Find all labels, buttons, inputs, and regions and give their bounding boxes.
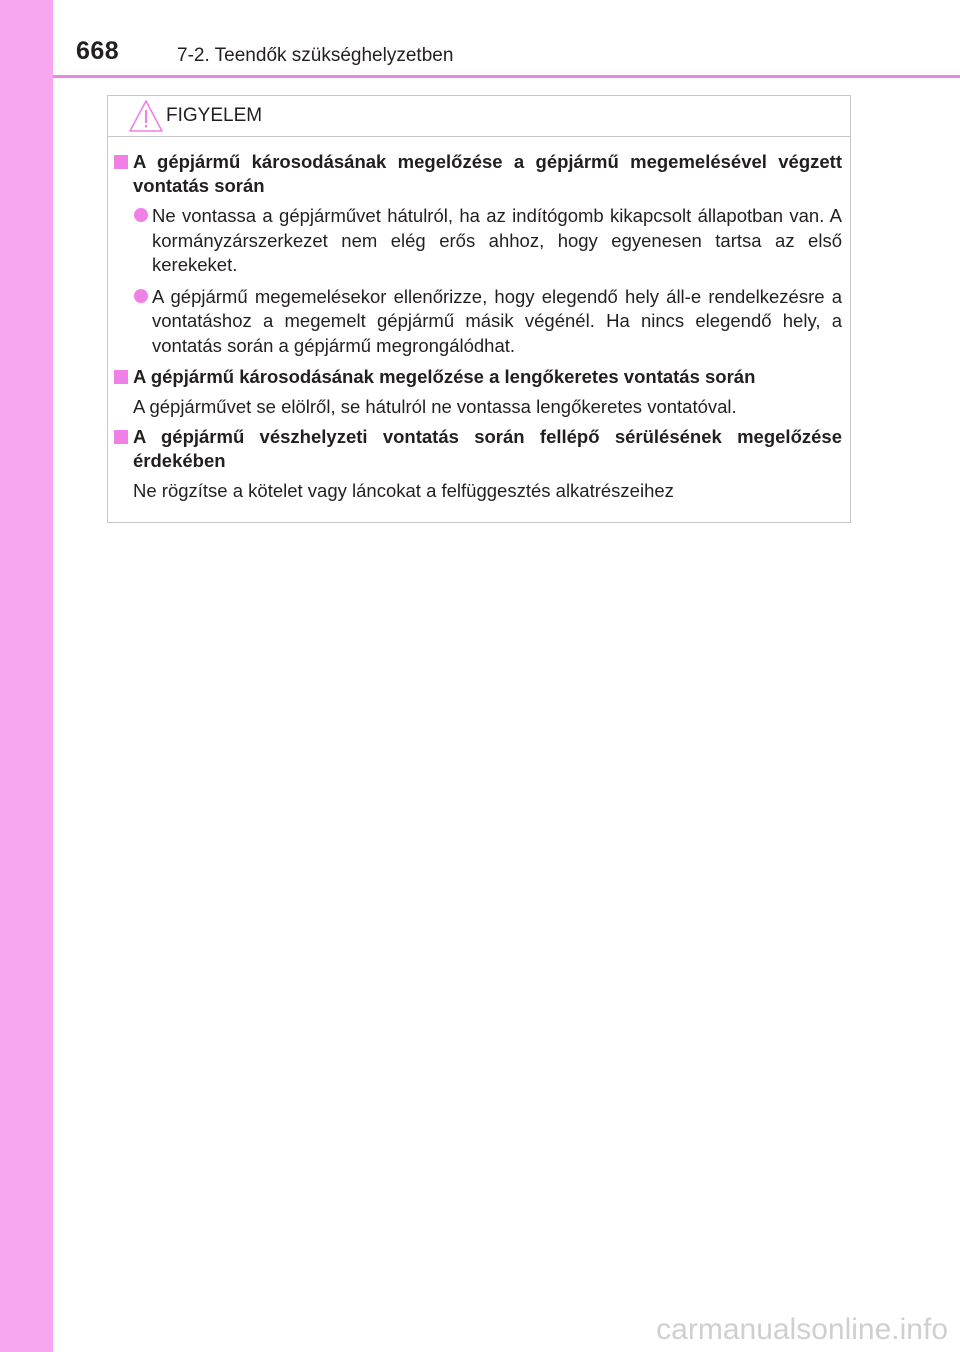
section-heading	[108, 365, 850, 389]
watermark: carmanualsonline.info	[656, 1313, 948, 1346]
list-item	[108, 285, 850, 359]
caution-label: FIGYELEM	[166, 105, 263, 126]
square-bullet-icon	[114, 155, 128, 169]
list-item-text: A gépjármű megemelésekor ellenőrizze, hogy elegendő hely áll-e rendelkezésre a vontatáshoz a megemelt gépjármű másik végénél. Ha nincs elegendő hely, a vontatás során a gépjármű megrongálódhat.	[152, 285, 842, 356]
list-item	[108, 204, 850, 278]
section-heading	[108, 150, 850, 198]
section-title: 7-2. Teendők szükséghelyzetben	[177, 45, 454, 66]
section-text: A gépjárművet se elölről, se hátulról ne vontassa lengőkeretes vontatóval.	[133, 396, 737, 417]
square-bullet-icon	[114, 370, 128, 384]
circle-bullet-icon	[134, 289, 148, 303]
caution-box	[107, 95, 851, 523]
section-heading	[108, 425, 850, 473]
circle-bullet-icon	[134, 208, 148, 222]
section-text: Ne rögzítse a kötelet vagy láncokat a felfüggesztés alkatrészeihez	[133, 480, 674, 501]
caution-body	[108, 150, 850, 509]
caution-header	[108, 96, 850, 137]
page-number: 668	[76, 37, 120, 65]
warning-triangle-icon	[128, 99, 164, 133]
section-heading-text: A gépjármű károsodásának megelőzése a gépjármű megemelésével végzett vontatás során	[133, 151, 842, 196]
header-rule	[53, 75, 960, 78]
square-bullet-icon	[114, 430, 128, 444]
section-heading-text: A gépjármű vészhelyzeti vontatás során fellépő sérülésének megelőzése érdekében	[133, 426, 842, 471]
side-color-band	[0, 0, 53, 1352]
list-item-text: Ne vontassa a gépjárművet hátulról, ha az indítógomb kikapcsolt állapotban van. A kormányzárszerkezet nem elég erős ahhoz, hogy egyenesen tartsa az első kerekeket.	[152, 205, 842, 275]
section-heading-text: A gépjármű károsodásának megelőzése a lengőkeretes vontatás során	[133, 366, 756, 387]
